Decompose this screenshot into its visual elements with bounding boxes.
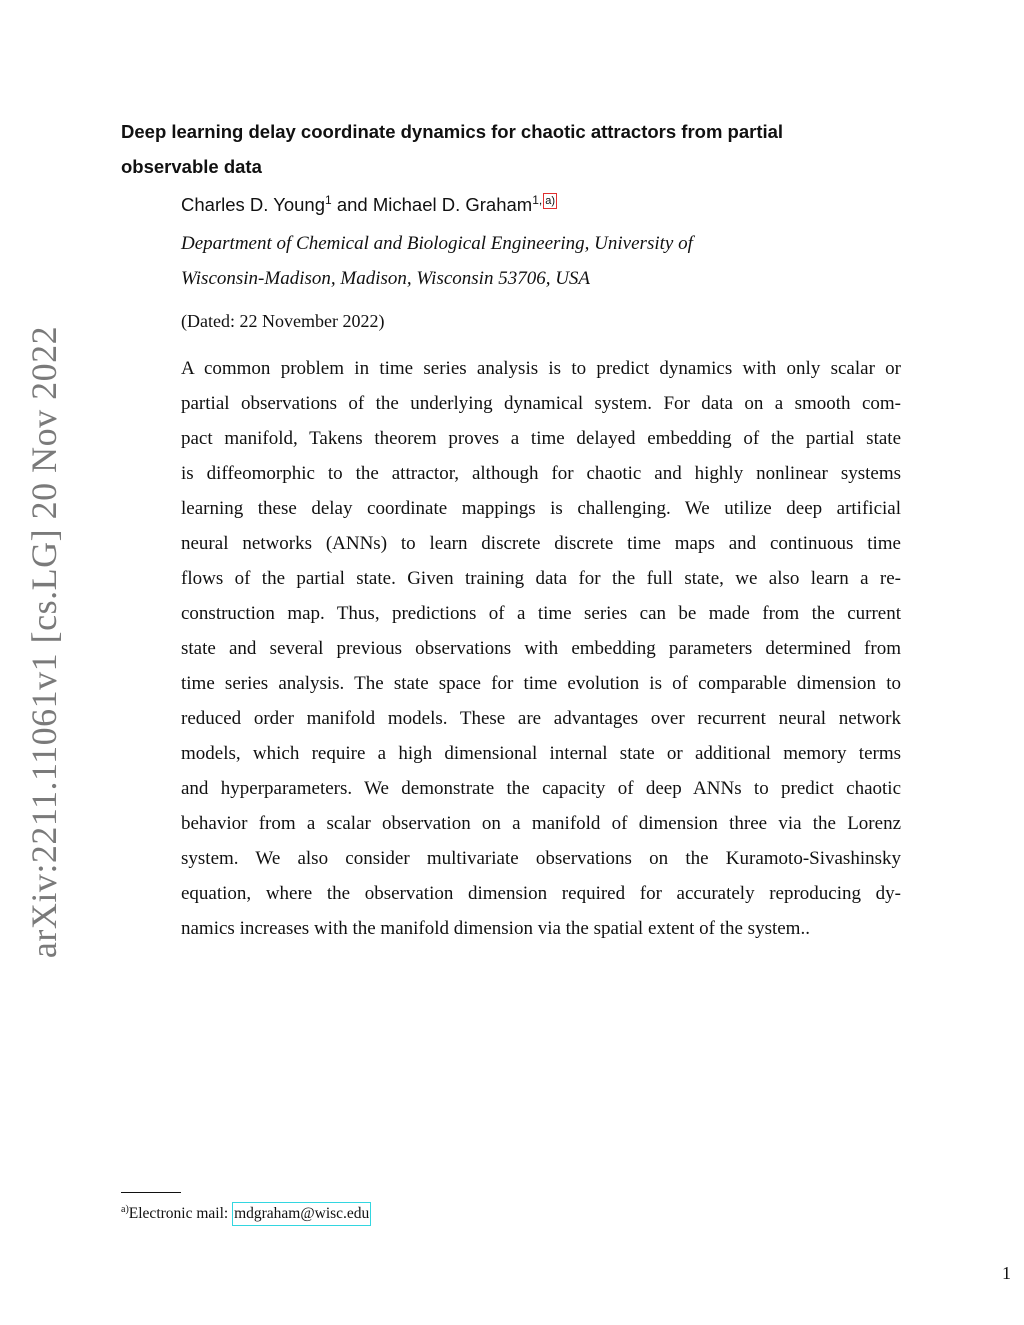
abstract-line: learning these delay coordinate mappings is challenging. We utilize deep artificial <box>181 498 901 519</box>
abstract-line: equation, where the observation dimension required for accurately reproducing dy- <box>181 883 901 904</box>
author-name: Michael D. Graham <box>372 194 533 215</box>
title-line: observable data <box>121 156 262 177</box>
footnote <box>121 1202 371 1226</box>
title-line: Deep learning delay coordinate dynamics for chaotic attractors from partial <box>121 121 784 142</box>
abstract-line: neural networks (ANNs) to learn discrete discrete time maps and continuous time <box>181 533 901 554</box>
abstract <box>181 351 901 946</box>
affiliation-superscript: 1 <box>325 193 332 207</box>
author-list <box>181 191 557 219</box>
abstract-line: A common problem in time series analysis is to predict dynamics with only scalar or <box>181 358 901 379</box>
footnote-link[interactable]: a) <box>545 195 555 207</box>
arxiv-identifier-stamp: arXiv:2211.11061v1 [cs.LG] 20 Nov 2022 <box>24 325 64 959</box>
abstract-line: partial observations of the underlying dynamical system. For data on a smooth com- <box>181 393 901 414</box>
paper-title <box>121 114 861 184</box>
abstract-line: state and several previous observations with embedding parameters determined from <box>181 638 901 659</box>
abstract-line: time series analysis. The state space for time evolution is of comparable dimension to <box>181 673 901 694</box>
footnote-label: Electronic mail: <box>128 1205 233 1222</box>
abstract-line: namics increases with the manifold dimension via the spatial extent of the system.. <box>181 918 810 939</box>
page-number: 1 <box>1002 1263 1011 1283</box>
abstract-line: behavior from a scalar observation on a manifold of dimension three via the Lorenz <box>181 813 901 834</box>
author-connector: and <box>331 194 373 215</box>
abstract-line: and hyperparameters. We demonstrate the capacity of deep ANNs to predict chaotic <box>181 778 901 799</box>
author-name: Charles D. Young <box>181 194 325 215</box>
abstract-line: models, which require a high dimensional internal state or additional memory terms <box>181 743 901 764</box>
affiliation <box>181 226 821 296</box>
affiliation-line: Department of Chemical and Biological Engineering, University of <box>181 233 693 254</box>
affiliation-line: Wisconsin-Madison, Madison, Wisconsin 53706, USA <box>181 268 591 289</box>
abstract-line: construction map. Thus, predictions of a time series can be made from the current <box>181 603 901 624</box>
abstract-line: reduced order manifold models. These are advantages over recurrent neural network <box>181 708 901 729</box>
abstract-line: is diffeomorphic to the attractor, although for chaotic and highly nonlinear systems <box>181 463 901 484</box>
email-link[interactable]: mdgraham@wisc.edu <box>232 1202 371 1226</box>
abstract-line: system. We also consider multivariate observations on the Kuramoto-Sivashinsky <box>181 848 901 869</box>
footnote-mark: a) <box>121 1204 129 1215</box>
affiliation-superscript: 1, <box>532 193 543 207</box>
dated-line: (Dated: 22 November 2022) <box>181 311 385 331</box>
footnote-divider <box>121 1192 181 1193</box>
abstract-line: flows of the partial state. Given training data for the full state, we also learn a re- <box>181 568 901 589</box>
abstract-line: pact manifold, Takens theorem proves a time delayed embedding of the partial state <box>181 428 901 449</box>
